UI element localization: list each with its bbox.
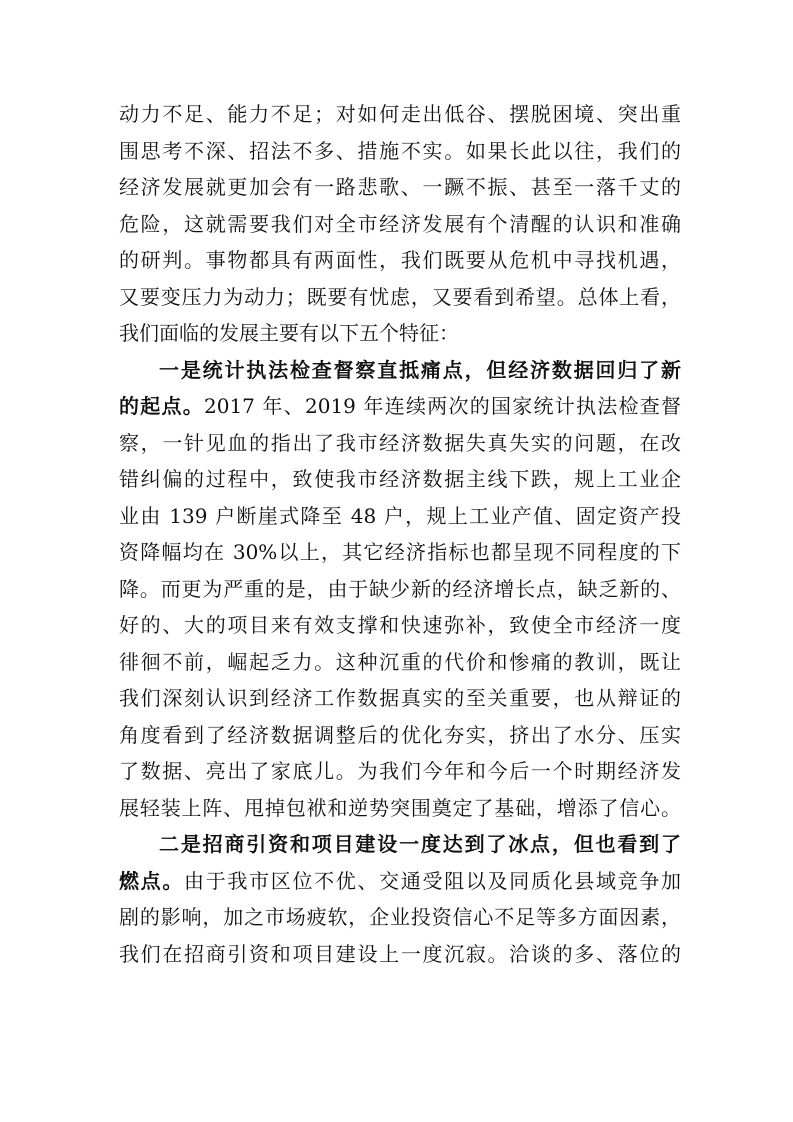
paragraph-heading-line bbox=[119, 352, 681, 389]
text-line: 我们在招商引资和项目建设上一度沉寂。洽谈的多、落位的 bbox=[119, 941, 681, 966]
text-line: 察，一针见血的指出了我市经济数据失真失实的问题，在改 bbox=[119, 430, 681, 455]
text-line: 降。而更为严重的是，由于缺少新的经济增长点，缺乏新的、 bbox=[119, 576, 681, 601]
text-line: 又要变压力为动力；既要有忧虑，又要看到希望。总体上看， bbox=[119, 284, 681, 309]
text-line: 的起点。2017 年、2019 年连续两次的国家统计执法检查督 bbox=[119, 394, 681, 418]
text-line: 动力不足、能力不足；对如何走出低谷、摆脱困境、突出重 bbox=[119, 102, 681, 126]
text-line: 燃点。由于我市区位不优、交通受阻以及同质化县域竞争加 bbox=[119, 868, 682, 893]
text-line: 好的、大的项目来有效支撑和快速弥补，致使全市经济一度 bbox=[119, 613, 681, 637]
text-line: 错纠偏的过程中，致使我市经济数据主线下跌，规上工业企 bbox=[119, 467, 681, 491]
text-line: 剧的影响，加之市场疲软，企业投资信心不足等多方面因素， bbox=[119, 905, 681, 929]
text-line: 经济发展就更加会有一路悲歌、一蹶不振、甚至一落千丈的 bbox=[119, 175, 681, 199]
text-line: 的研判。事物都具有两面性，我们既要从危机中寻找机遇， bbox=[119, 248, 681, 272]
text-line: 角度看到了经济数据调整后的优化夯实，挤出了水分、压实 bbox=[119, 722, 681, 747]
text-line: 业由 139 户断崖式降至 48 户，规上工业产值、固定资产投 bbox=[119, 503, 681, 528]
text-line: 我们面临的发展主要有以下五个特征： bbox=[119, 321, 459, 345]
text-line: 徘徊不前，崛起乏力。这种沉重的代价和惨痛的教训，既让 bbox=[119, 649, 681, 674]
bold-lead-text: 燃点。 bbox=[119, 868, 185, 893]
bold-lead-text: 的起点。 bbox=[119, 394, 204, 418]
text-line: 围思考不深、招法不多、措施不实。如果长此以往，我们的 bbox=[119, 138, 681, 163]
text-line: 资降幅均在 30%以上，其它经济指标也都呈现不同程度的下 bbox=[119, 540, 681, 564]
text-line: 展轻装上阵、甩掉包袱和逆势突围奠定了基础，增添了信心。 bbox=[119, 795, 681, 820]
text-line: 了数据、亮出了家底儿。为我们今年和今后一个时期经济发 bbox=[119, 759, 681, 783]
bold-lead-text: 二是招商引资和项目建设一度达到了冰点，但也看到了 bbox=[159, 832, 681, 856]
paragraph-heading-line bbox=[119, 826, 681, 863]
text-line: 危险，这就需要我们对全市经济发展有个清醒的认识和准确 bbox=[119, 211, 681, 236]
text-line: 我们深刻认识到经济工作数据真实的至关重要，也从辩证的 bbox=[119, 686, 681, 710]
bold-lead-text: 一是统计执法检查督察直抵痛点，但经济数据回归了新 bbox=[159, 357, 681, 382]
document-body bbox=[119, 96, 681, 972]
